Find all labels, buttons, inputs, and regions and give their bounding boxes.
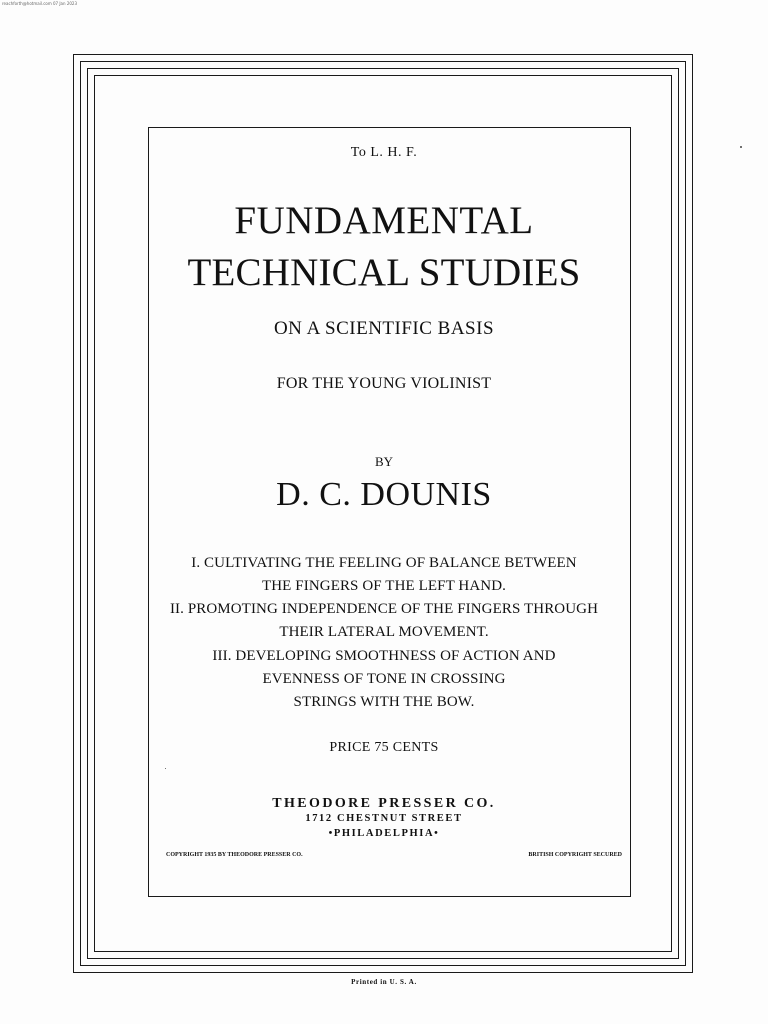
- plan-line: II. PROMOTING INDEPENDENCE OF THE FINGERS THROUGH: [169, 601, 599, 617]
- plan-line: EVENNESS OF TONE IN CROSSING: [262, 671, 506, 687]
- plan-line: THE FINGERS OF THE LEFT HAND.: [261, 578, 507, 594]
- publisher-address: 1712 CHESTNUT STREET: [305, 813, 463, 824]
- plan-line: III. DEVELOPING SMOOTHNESS OF ACTION AND: [212, 648, 556, 664]
- watermark-text: reachforth@hotmail.com 07 Jan 2023: [2, 1, 77, 6]
- title-line-2: TECHNICAL STUDIES: [187, 251, 581, 294]
- dedication: To L. H. F.: [350, 145, 418, 160]
- scan-speck: [165, 768, 166, 769]
- copyright-notice: COPYRIGHT 1935 BY THEODORE PRESSER CO.: [166, 852, 303, 858]
- printed-in-usa: Printed in U. S. A.: [351, 978, 417, 986]
- subtitle-line-2: FOR THE YOUNG VIOLINIST: [276, 375, 492, 392]
- publisher-name: THEODORE PRESSER CO.: [272, 796, 496, 811]
- plan-line: STRINGS WITH THE BOW.: [293, 694, 475, 710]
- author-name: D. C. DOUNIS: [276, 476, 492, 513]
- title-line-1: FUNDAMENTAL: [234, 199, 534, 242]
- scan-speck: [740, 146, 742, 148]
- by-label: BY: [374, 454, 394, 469]
- publisher-city: •PHILADELPHIA•: [328, 828, 440, 839]
- subtitle-line-1: ON A SCIENTIFIC BASIS: [273, 318, 495, 339]
- plan-line: I. CULTIVATING THE FEELING OF BALANCE BETWEEN: [191, 555, 577, 571]
- plan-line: THEIR LATERAL MOVEMENT.: [279, 624, 489, 640]
- british-copyright-notice: BRITISH COPYRIGHT SECURED: [528, 852, 622, 858]
- price: PRICE 75 CENTS: [329, 740, 439, 755]
